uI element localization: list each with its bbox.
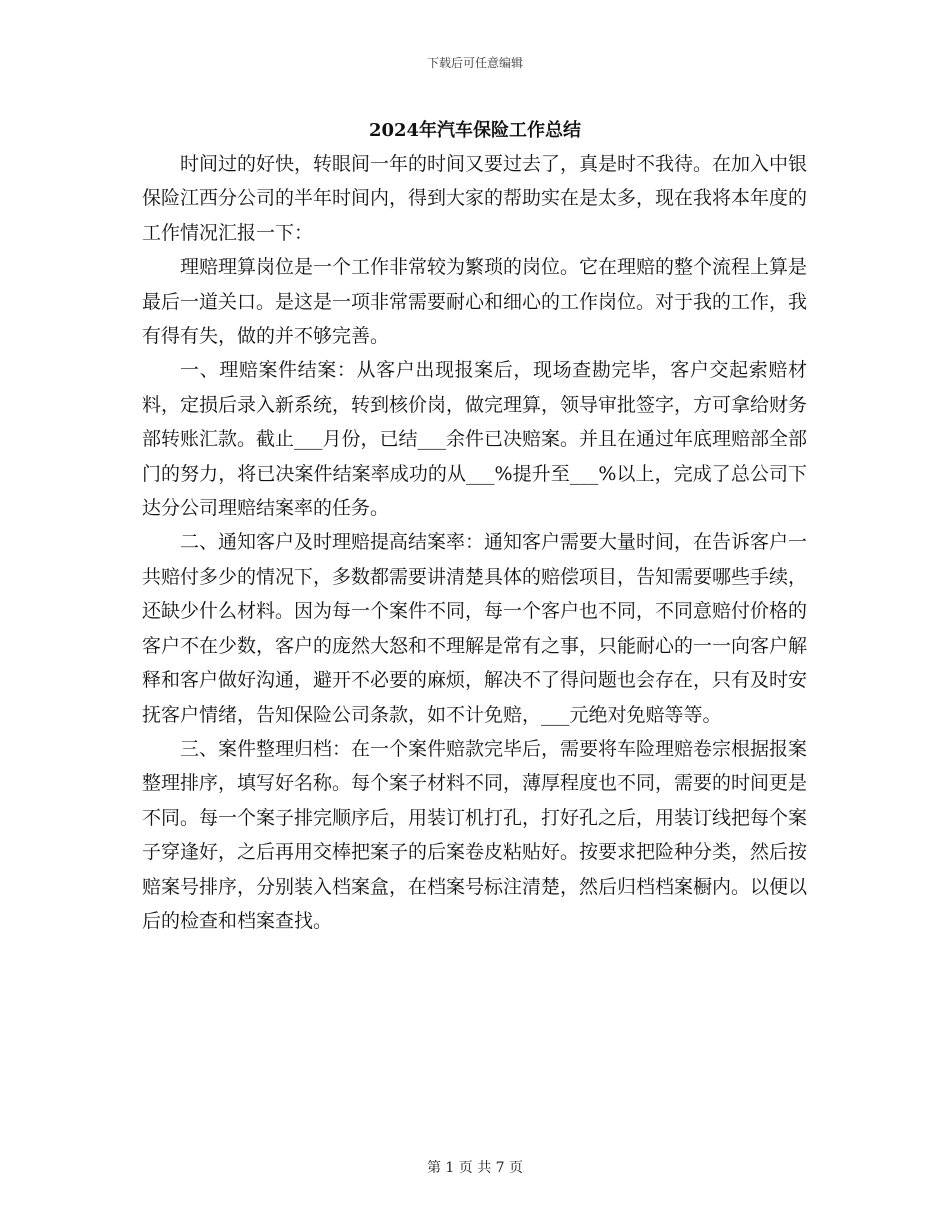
- document-body: [142, 147, 807, 938]
- paragraph-section-1: 一、理赔案件结案：从客户出现报案后，现场查勘完毕，客户交起索赔材料，定损后录入新系统，转到核价岗，做完理算，领导审批签字，方可拿给财务部转账汇款。截止___月份，已结___余件已决赔案。并且在通过年底理赔部全部门的努力，将已决案件结案率成功的从___%提升至___%以上，完成了总公司下达分公司理赔结案率的任务。: [142, 359, 808, 520]
- paragraph-intro: 时间过的好快，转眼间一年的时间又要过去了，真是时不我待。在加入中银保险江西分公司的半年时间内，得到大家的帮助实在是太多，现在我将本年度的工作情况汇报一下：: [142, 153, 808, 244]
- page-footer: 第 1 页 共 7 页: [426, 1160, 524, 1176]
- paragraph-role: 理赔理算岗位是一个工作非常较为繁琐的岗位。它在理赔的整个流程上算是最后一道关口。是这是一项非常需要耐心和细心的工作岗位。对于我的工作，我有得有失，做的并不够完善。: [142, 256, 808, 348]
- paragraph-section-3: 三、案件整理归档：在一个案件赔款完毕后，需要将车险理赔卷宗根据报案整理排序，填写好名称。每个案子材料不同，薄厚程度也不同，需要的时间更是不同。每一个案子排完顺序后，用装订机打孔，打好孔之后，用装订线把每个案子穿逢好，之后再用交棒把案子的后案卷皮粘贴好。按要求把险种分类，然后按赔案号排序，分别装入档案盒，在档案号标注清楚，然后归档档案橱内。以便以后的检查和档案查找。: [142, 737, 808, 932]
- document-title: 2024年汽车保险工作总结: [368, 120, 582, 141]
- header-note: 下载后可任意编辑: [426, 56, 523, 70]
- paragraph-section-2: 二、通知客户及时理赔提高结案率：通知客户需要大量时间，在告诉客户一共赔付多少的情况下，多数都需要讲清楚具体的赔偿项目，告知需要哪些手续，还缺少什么材料。因为每一个案件不同，每一个客户也不同，不同意赔付价格的客户不在少数，客户的庞然大怒和不理解是常有之事，只能耐心的一一向客户解释和客户做好沟通，避开不必要的麻烦，解决不了得问题也会存在，只有及时安抚客户情绪，告知保险公司条款，如不计免赔，___元绝对免赔等等。: [142, 531, 808, 726]
